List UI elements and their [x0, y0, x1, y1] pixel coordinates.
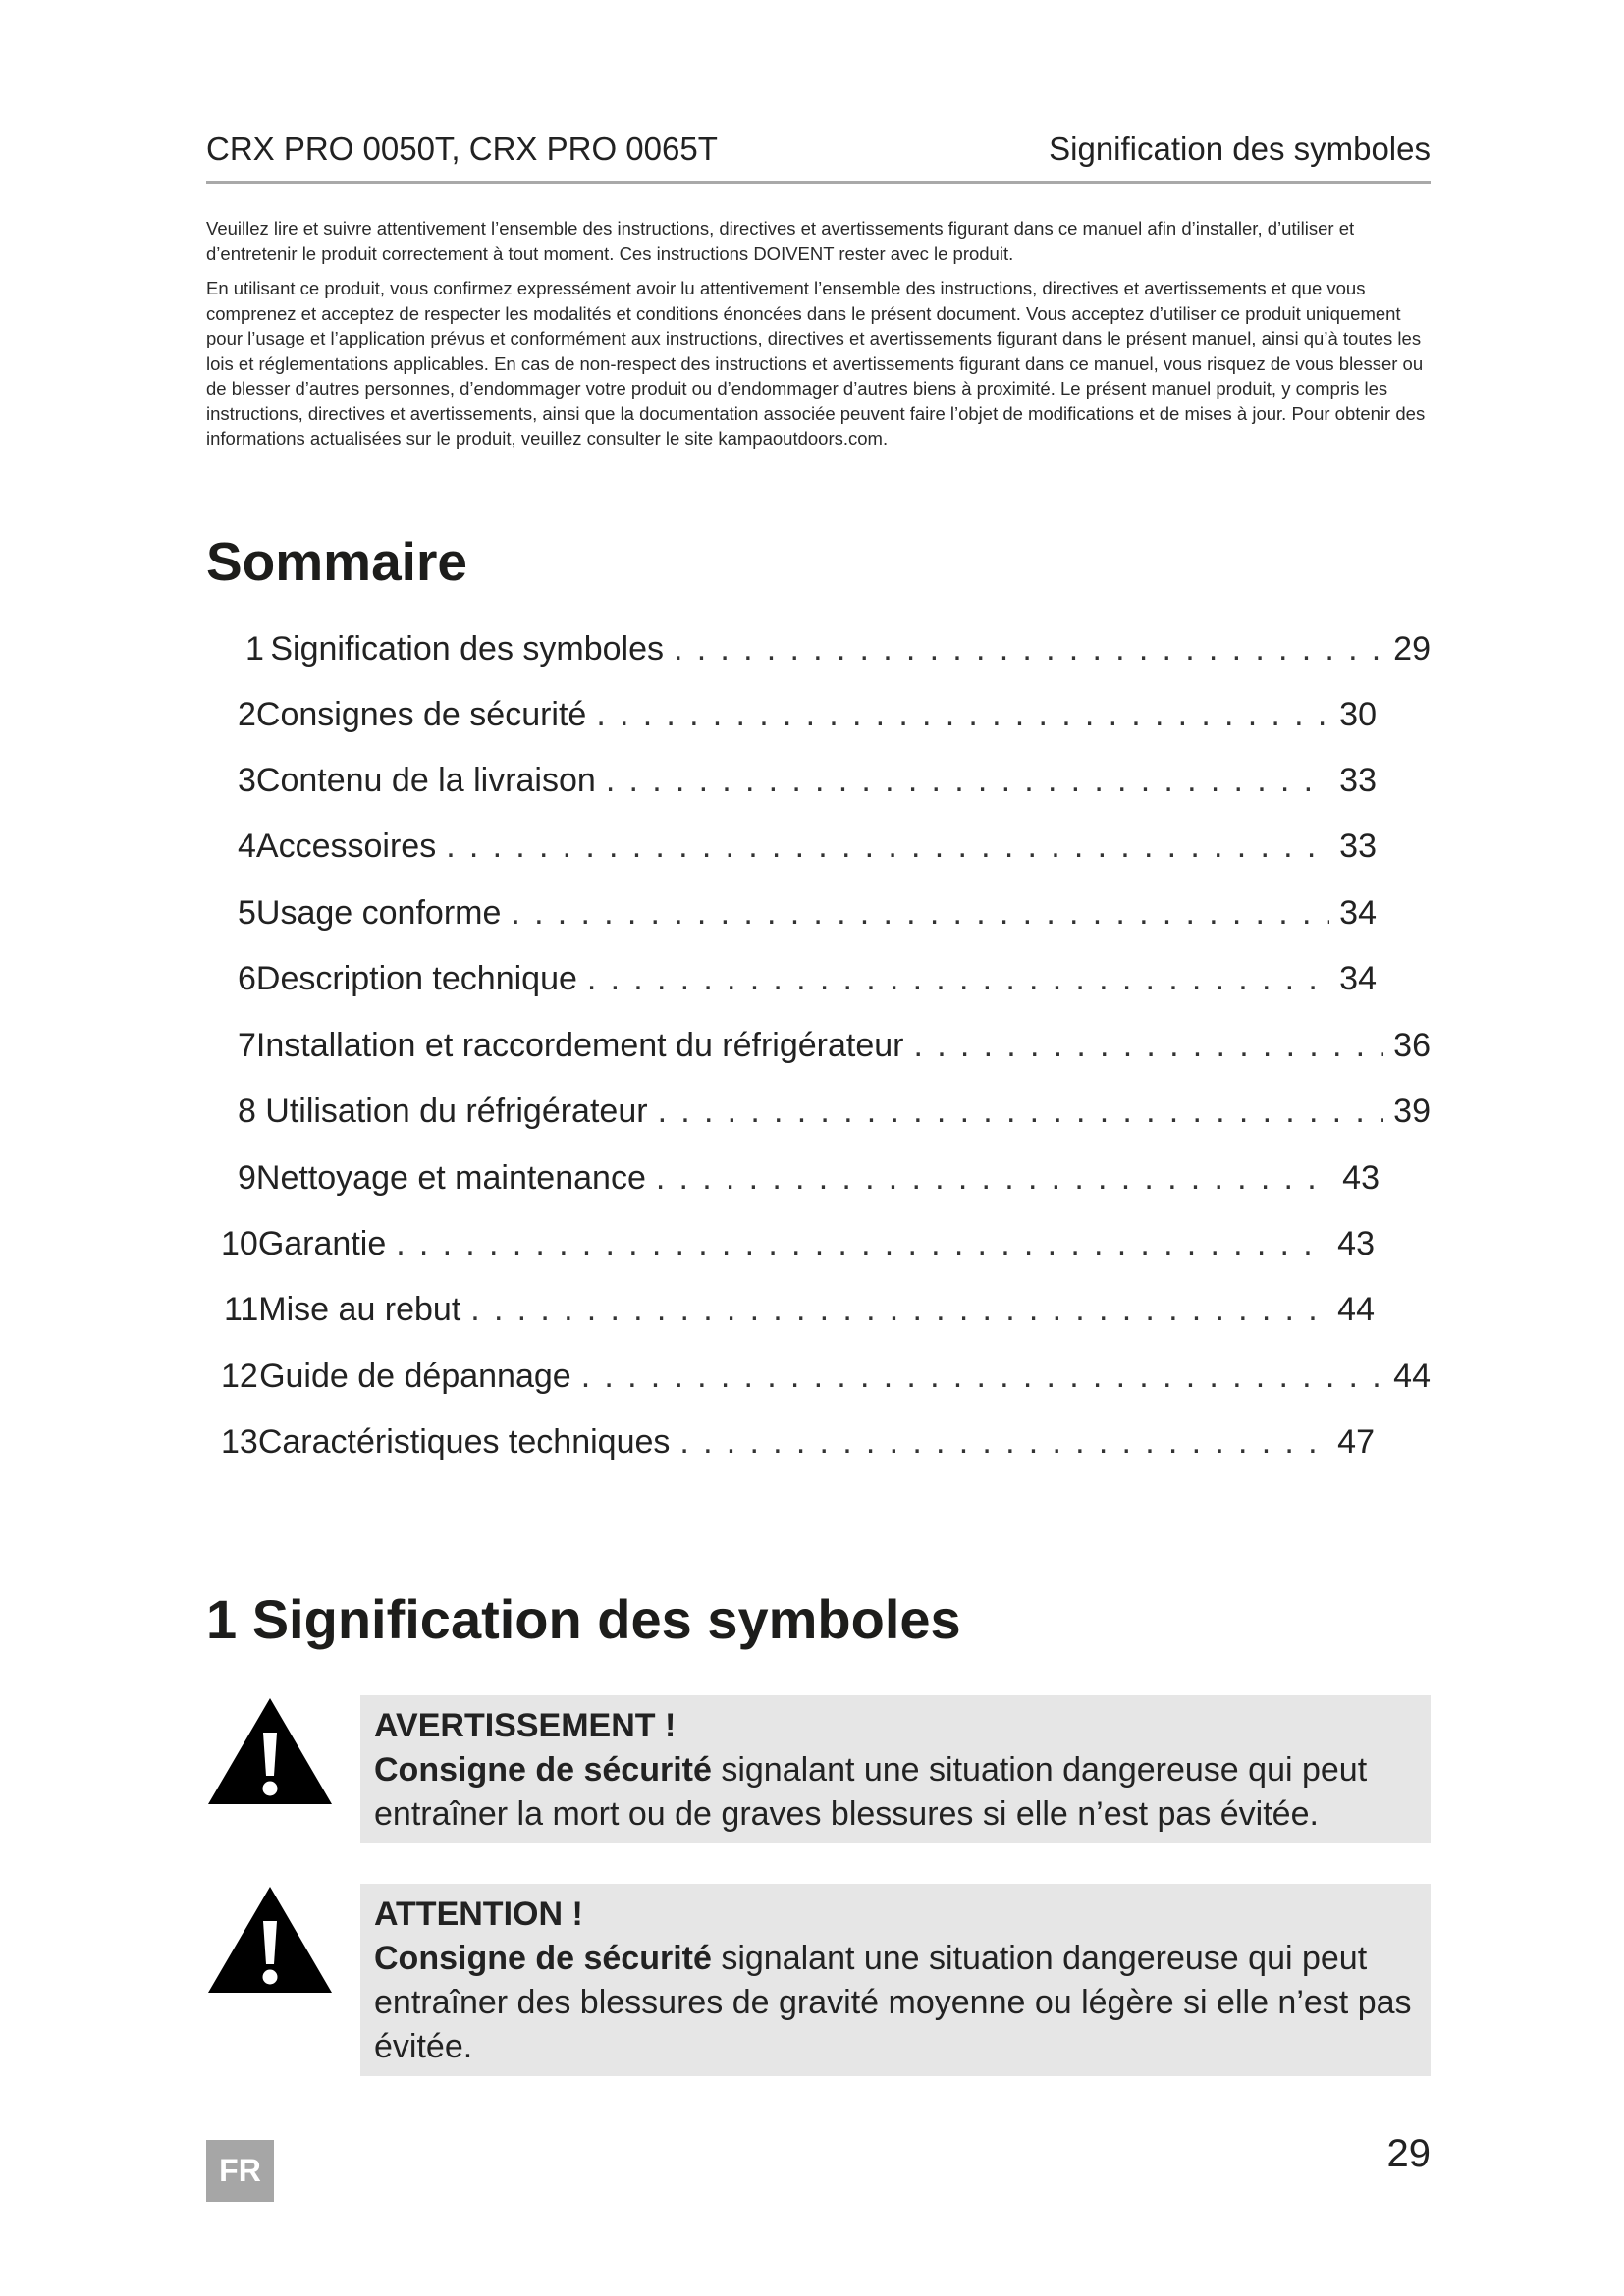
toc-title: Guide de dépannage: [259, 1358, 571, 1395]
toc-page: 43: [1342, 1159, 1380, 1197]
toc-page: 34: [1339, 894, 1377, 932]
running-header-model: CRX PRO 0050T, CRX PRO 0065T: [206, 131, 718, 167]
toc-item-2[interactable]: [238, 696, 1377, 739]
caution-title: ATTENTION !: [374, 1896, 583, 1933]
toc-leader: [914, 1027, 1384, 1065]
toc-leader: [596, 696, 1329, 734]
toc-item-13[interactable]: [221, 1423, 1375, 1467]
warning-notice-box: [360, 1695, 1431, 1843]
toc-page: 43: [1337, 1225, 1375, 1262]
toc-leader: [396, 1225, 1327, 1263]
toc-number: 4: [238, 828, 256, 865]
toc-title: Accessoires: [255, 828, 437, 865]
toc-title: Usage conforme: [255, 894, 502, 932]
toc-leader: [470, 1291, 1327, 1329]
toc-page: 30: [1339, 696, 1377, 733]
toc-page: 39: [1393, 1093, 1431, 1130]
toc-page: 33: [1339, 762, 1377, 799]
section-heading: 1 Signification des symboles: [206, 1588, 961, 1650]
toc-leader: [511, 894, 1329, 933]
toc-number: 5: [238, 894, 256, 932]
warning-keyword: Consigne de sécurité: [374, 1751, 712, 1789]
toc-leader: [587, 960, 1329, 998]
caution-triangle-icon: [206, 1884, 334, 1996]
toc-page: 47: [1337, 1423, 1375, 1461]
toc-item-7[interactable]: [238, 1027, 1431, 1070]
running-header-section: Signification des symboles: [1049, 131, 1431, 167]
toc-page: 34: [1339, 960, 1377, 997]
toc-title: Mise au rebut: [258, 1291, 461, 1328]
toc-title: Contenu de la livraison: [255, 762, 596, 799]
toc-leader: [658, 1093, 1384, 1131]
toc-item-5[interactable]: [238, 894, 1377, 937]
toc-number: 6: [238, 960, 256, 997]
toc-title: Installation et raccordement du réfrigérateur: [255, 1027, 904, 1064]
toc-number: 8: [238, 1093, 256, 1130]
warning-title: AVERTISSEMENT !: [374, 1707, 677, 1744]
toc-number: 3: [238, 762, 256, 799]
toc-number: 13: [221, 1423, 258, 1461]
toc-item-1[interactable]: [245, 630, 1431, 673]
toc-page: 29: [1393, 630, 1431, 667]
toc-title: Signification des symboles: [270, 630, 664, 667]
toc-title: Nettoyage et maintenance: [255, 1159, 646, 1197]
toc-item-3[interactable]: [238, 762, 1377, 805]
toc-title: Caractéristiques techniques: [257, 1423, 671, 1461]
toc-page: 36: [1393, 1027, 1431, 1064]
toc-number: 7: [238, 1027, 256, 1064]
caution-text: signalant une situation dangereuse qui peut entraîner des blessures de gravité moyenne ou légère si elle n’est pas évitée.: [374, 1940, 1412, 2065]
toc-item-11[interactable]: [224, 1291, 1375, 1334]
toc-title: Utilisation du réfrigérateur: [265, 1093, 648, 1130]
toc-item-4[interactable]: [238, 828, 1377, 871]
language-badge: FR: [206, 2140, 274, 2202]
toc-leader: [679, 1423, 1327, 1462]
intro-paragraph-1: Veuillez lire et suivre attentivement l’ensemble des instructions, directives et avertissements figurant dans ce manuel afin d’installer, d’utiliser et d’entretenir le produit correctement à tout moment. Ces instructions DOIVENT rester avec le produit.: [206, 218, 1355, 264]
toc-page: 44: [1337, 1291, 1375, 1328]
toc-number: 11: [224, 1291, 259, 1328]
toc-title: Garantie: [257, 1225, 387, 1262]
toc-number: 9: [238, 1159, 256, 1197]
toc-title: Consignes de sécurité: [255, 696, 587, 733]
warning-text: signalant une situation dangereuse qui peut entraîner la mort ou de graves blessures si elle n’est pas évitée.: [374, 1751, 1368, 1833]
page-number: 29: [1386, 2132, 1431, 2175]
toc-heading: Sommaire: [206, 531, 467, 592]
toc-leader: [606, 762, 1329, 800]
toc-item-6[interactable]: [238, 960, 1377, 1003]
toc-number: 10: [221, 1225, 258, 1262]
toc-item-9[interactable]: [238, 1159, 1380, 1202]
intro-paragraph-2: En utilisant ce produit, vous confirmez expressément avoir lu attentivement l’ensemble des instructions, directives et avertissements et que vous comprenez et acceptez de respecter les modalités et conditions énoncées dans le présent document. Vous acceptez d’utiliser ce produit uniquement pour l’usage et l’application prévus et conformément aux instructions, directives et avertissements figurant dans le présent manuel, ainsi qu’à toutes les lois et réglementations applicables. En cas de non-respect des instructions et avertissements figurant dans ce manuel, vous risquez de vous blesser ou de blesser d’autres personnes, d’endommager votre produit ou d’endommager d’autres biens à proximité. Le présent manuel produit, y compris les instructions, directives et avertissements, ainsi que la documentation associée peuvent faire l’objet de modifications et de mises à jour. Pour obtenir des informations actualisées sur le produit, veuillez consulter le site kampaoutdoors.com.: [206, 278, 1426, 449]
header-divider: [206, 181, 1431, 184]
toc-number: 12: [221, 1358, 258, 1395]
toc-page: 33: [1339, 828, 1377, 865]
toc-leader: [446, 828, 1329, 866]
toc-number: 2: [238, 696, 256, 733]
toc-leader: [674, 630, 1383, 668]
warning-triangle-icon: [206, 1695, 334, 1807]
toc-leader: [656, 1159, 1332, 1198]
toc-leader: [581, 1358, 1383, 1396]
toc-item-12[interactable]: [221, 1358, 1431, 1401]
toc-page: 44: [1393, 1358, 1431, 1395]
toc-item-8[interactable]: [238, 1093, 1431, 1136]
caution-notice-box: [360, 1884, 1431, 2076]
toc-title: Description technique: [255, 960, 577, 997]
toc-number: 1: [245, 630, 264, 667]
toc-item-10[interactable]: [221, 1225, 1375, 1268]
caution-keyword: Consigne de sécurité: [374, 1940, 712, 1977]
